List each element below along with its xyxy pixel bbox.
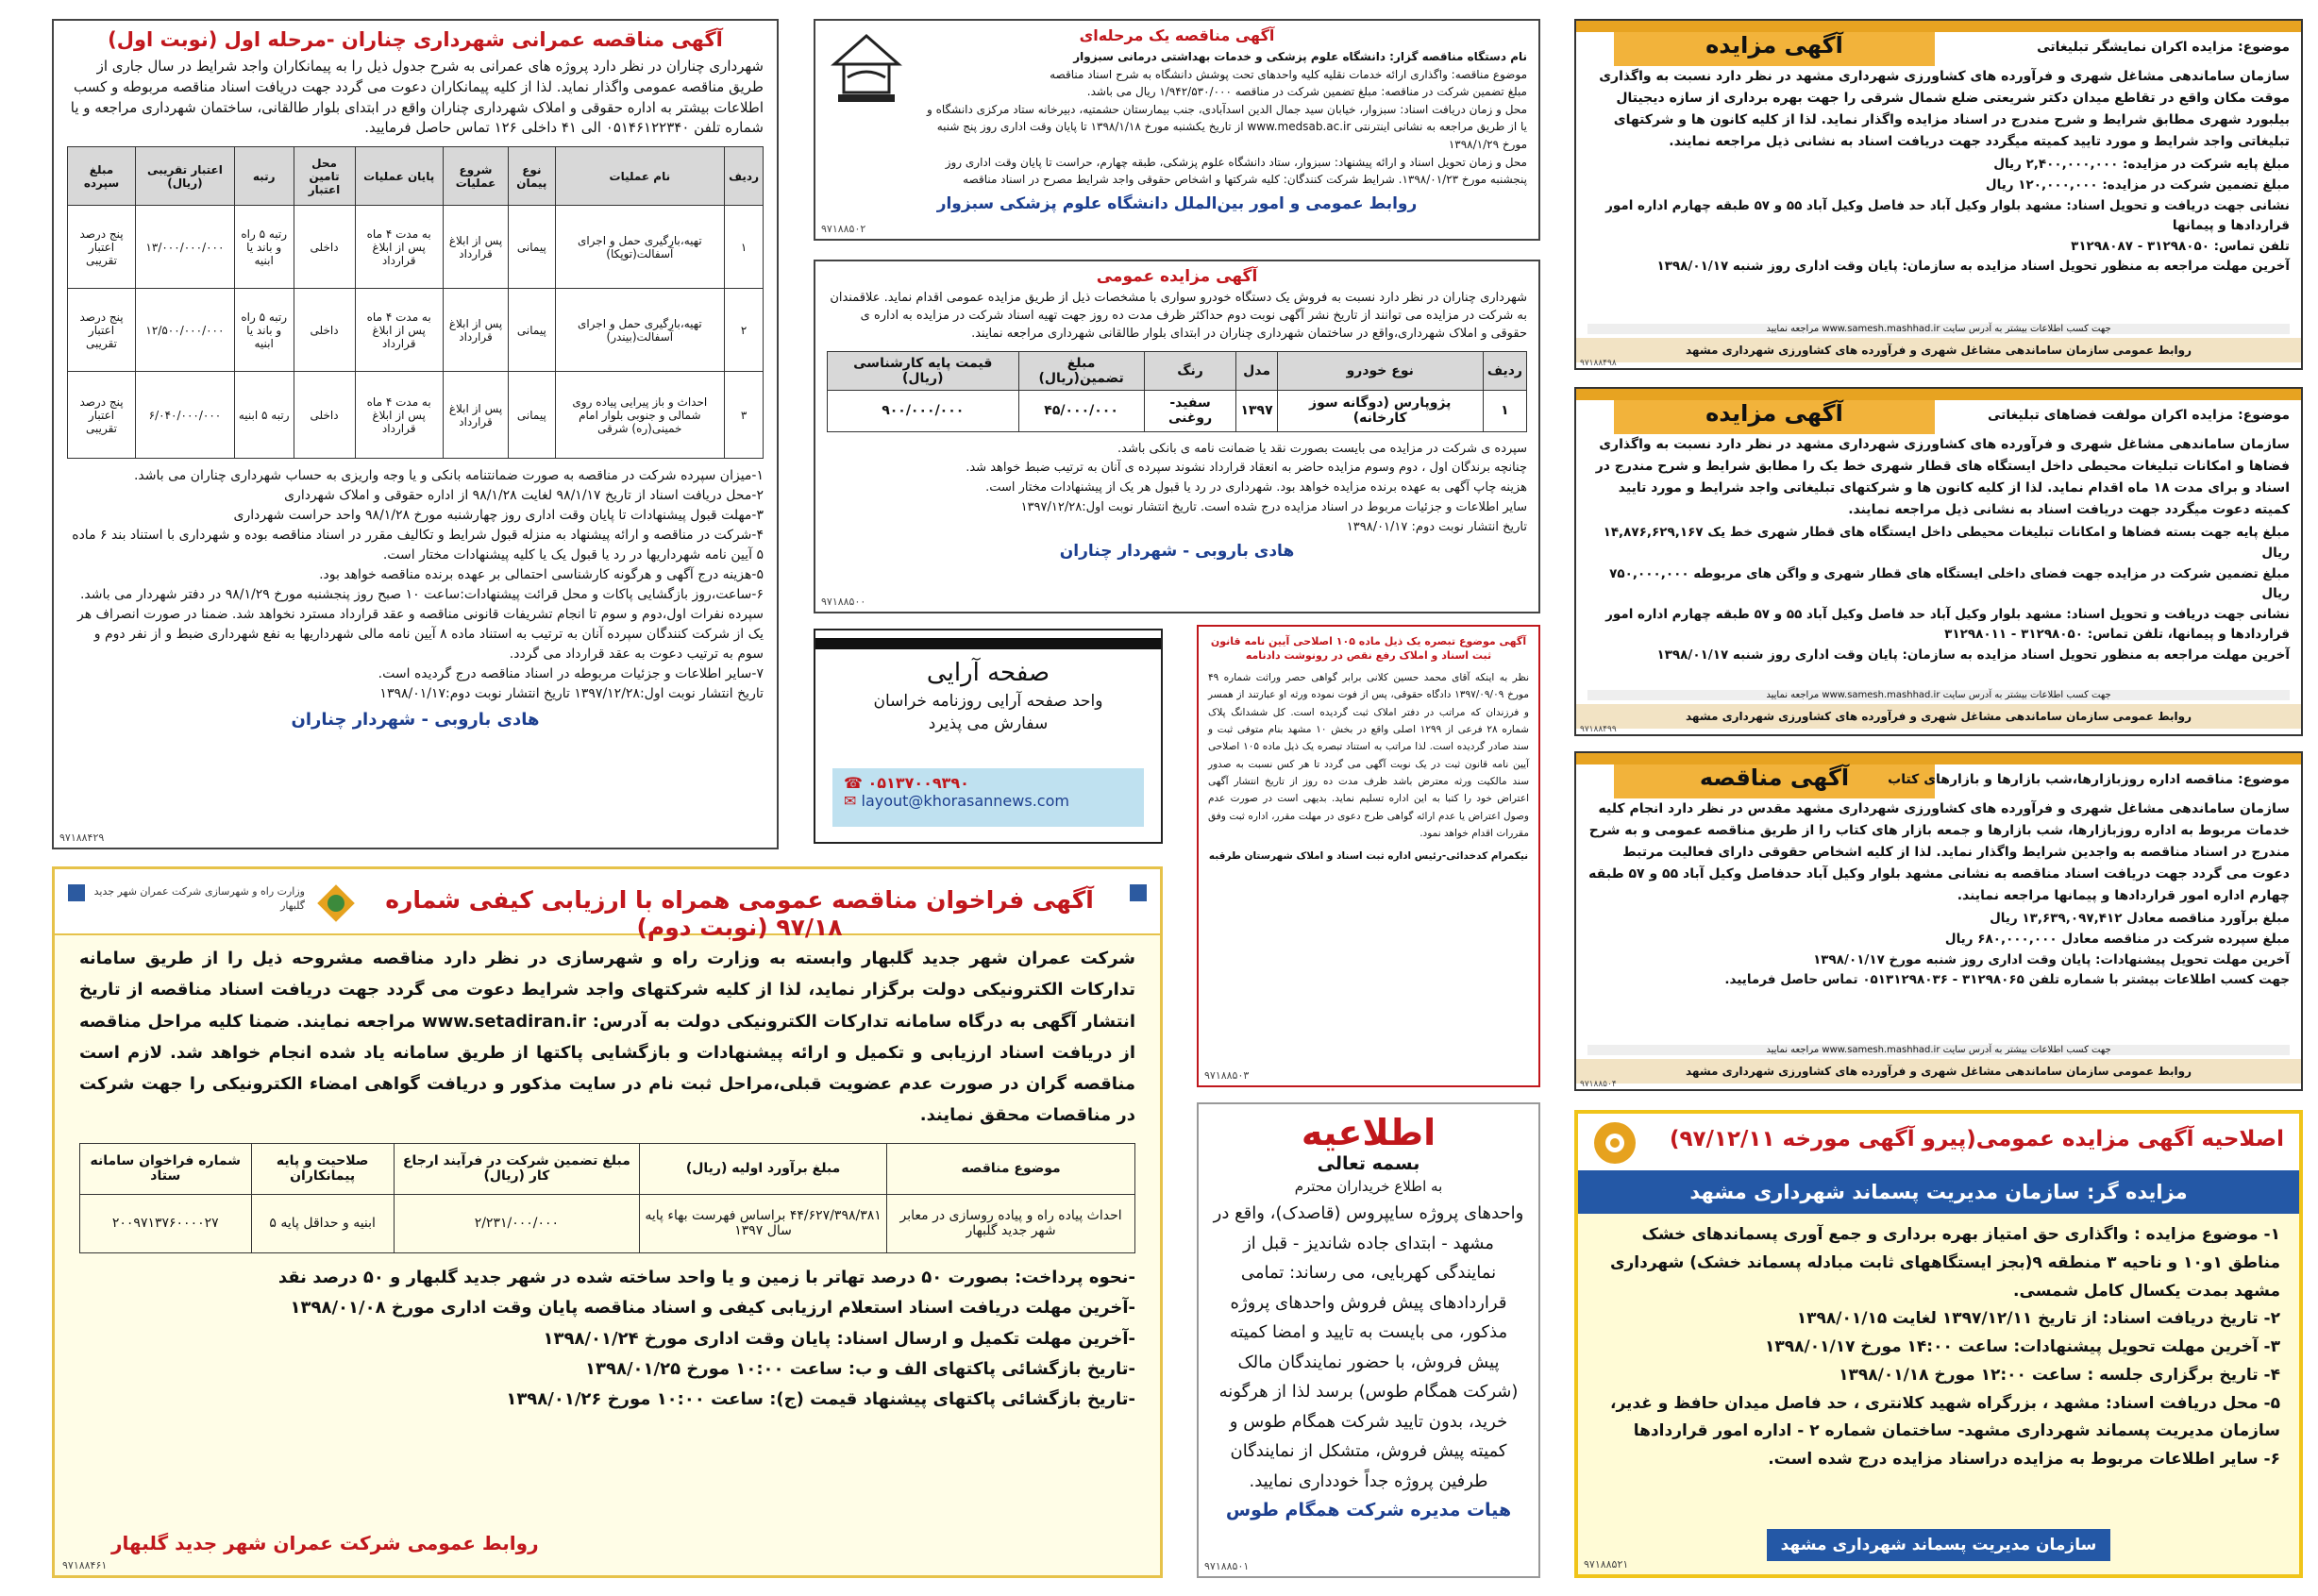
table-cell: به مدت ۴ ماه پس از ابلاغ قرارداد xyxy=(355,289,443,372)
list-item: مبلغ سپرده شرکت در مناقصه معادل ۶۸۰,۰۰۰,۰۰۰ ریال xyxy=(1944,932,2290,948)
list-item: ۶- سایر اطلاعات مربوط به مزایده دراسناد مزایده درج شده است. xyxy=(1768,1450,2280,1469)
table-cell: پیمانی xyxy=(509,289,555,372)
list-item: ۲- تاریخ دریافت اسناد: از تاریخ ۱۳۹۷/۱۲/۱۱ لغایت ۱۳۹۸/۰۱/۱۵ xyxy=(1796,1309,2280,1329)
car-table xyxy=(827,351,1527,432)
notice-salutation: به اطلاع خریداران محترم xyxy=(1294,1178,1443,1195)
table-header: موضوع مناقصه xyxy=(887,1143,1135,1194)
ad-footer: روابط عمومی سازمان ساماندهی مشاغل شهری و فرآورده های کشاورزی شهرداری مشهد xyxy=(1576,338,2301,362)
chenaran-tender-ad xyxy=(52,19,779,849)
list-item: نشانی جهت دریافت و تحویل اسناد: مشهد بلوار وکیل آباد حد فاصل وکیل آباد ۵۵ و ۵۷ طبقه چهارم اداره امور قراردادها و پیمانها xyxy=(1605,197,2290,234)
golbahar-header xyxy=(55,869,1160,941)
signature: هادی باروبی - شهردار چناران xyxy=(291,710,540,730)
ad-code: ۹۷۱۸۸۵۰۳ xyxy=(1204,1069,1250,1082)
signature: نیکمرام کدخدائی-رئیس اداره ثبت اسناد و املاک شهرستان طرقبه xyxy=(1208,849,1529,862)
table-cell: رتبه ۵ راه و باند یا ابنیه xyxy=(234,289,294,372)
ad-badge: آگهی مزایده xyxy=(1614,400,1935,434)
notice-body: واحدهای پروژه سایپروس (قاصدک)، واقع در مشهد - ابتدای جاده شاندیز - قبل از نمایندگی کهربایی، می رساند: تمامی قراردادهای پیش فروش واحدهای پروژه مذکور، می بایست به تایید و امضا کمیته پیش فروش، با حضور نمایندگان مالک (شرکت همگام طوس) برسد لذا از هرگونه خرید، بدون تایید شرکت همگام طوس و کمیته پیش فروش، متشکل از نمایندگان طرفین پروژه جداً خودداری نمایید. xyxy=(1213,1203,1524,1491)
phone-number: ۰۵۱۳۷۰۰۹۳۹۰ xyxy=(867,774,969,792)
list-item: نام دستگاه مناقصه گزار: دانشگاه علوم پزشکی و خدمات بهداشتی درمانی سبزوار xyxy=(1073,50,1527,63)
list-item: ۵-هزینه درج آگهی و هرگونه کارشناسی احتمالی بر عهده برنده مناقصه خواهد بود. xyxy=(319,567,764,582)
ad-code: ۹۷۱۸۸۵۰۴ xyxy=(1580,1080,1617,1089)
table-row xyxy=(80,1194,1135,1252)
table-header: ردیف xyxy=(1483,351,1526,390)
table-row xyxy=(828,390,1527,431)
table-cell: پنج درصد اعتبار تقریبی xyxy=(68,289,136,372)
list-item: ۲-محل دریافت اسناد از تاریخ ۹۸/۱/۱۷ لغایت ۹۸/۱/۲۸ از اداره حقوقی و املاک شهرداری xyxy=(284,488,764,503)
table-cell: ۱ xyxy=(725,206,764,289)
table-header: رنگ xyxy=(1144,351,1236,390)
table-row xyxy=(68,372,764,459)
list-item: تاریخ انتشار نوبت دوم: ۱۳۹۸/۰۱/۱۷ xyxy=(1346,519,1527,534)
list-item: مبلغ پایه جهت بسته فضاها و امکانات تبلیغات محیطی داخل ایستگاه های قطار شهری خط یک ۱۴,۸۷۶,۶۲۹,۱۶۷ ریال xyxy=(1603,525,2290,561)
list-item: هزینه چاپ آگهی به عهده برنده مزایده خواهد بود. شهرداری در رد یا قبول هر یک از پیشنهادات مختار است. xyxy=(985,480,1527,496)
table-header: پایان عملیات xyxy=(355,147,443,206)
table-cell: به مدت ۴ ماه پس از ابلاغ قرارداد xyxy=(355,372,443,459)
golbahar-tender-ad xyxy=(52,866,1163,1578)
sabzevar-footer: روابط عمومی و امور بین‌الملل دانشگاه علوم پزشکی سبزوار xyxy=(936,193,1418,213)
corner-ornament xyxy=(1130,884,1147,901)
chenaran-tender-intro: شهرداری چناران در نظر دارد پروژه های عمرانی به شرح جدول ذیل را به پیمانکاران واجد شرایط در سال جاری از طریق مناقصه عمومی واگذار نماید. لذا از کلیه پیمانکاران دعوت می گردد جهت دریافت اسناد مناقصه مربوطه و کسب اطلاعات بیشتر به اداره حقوقی و املاک شهرداری چناران واقع در ابتدای بلوار طالقانی، ساختمان شهرداری مراجعه و یا شماره تلفن ۰۵۱۴۶۱۲۲۳۴۰ الی ۴۱ داخلی ۱۲۶ تماس حاصل فرمایید. xyxy=(70,58,764,137)
ad-subject: موضوع: مزایده اکران نمایشگر تبلیغاتی xyxy=(2037,40,2290,55)
table-header: نوع خودرو xyxy=(1277,351,1483,390)
table-cell: ۶/۰۴۰/۰۰۰/۰۰۰ xyxy=(136,372,235,459)
table-header: قیمت پایه کارشناسی (ریال) xyxy=(828,351,1019,390)
list-item: ۷-سایر اطلاعات و جزئیات مربوطه در اسناد مناقصه درج گردیده است. xyxy=(378,666,764,681)
table-cell: ۱ xyxy=(1483,390,1526,431)
golbahar-org-label: وزارت راه و شهرسازی شرکت عمران شهر جدید گلبهار xyxy=(93,885,305,913)
list-item: آخرین مهلت تحویل پیشنهادات: پایان وقت اداری روز شنبه مورخ ۱۳۹۸/۰۱/۱۷ xyxy=(1813,951,2290,967)
notice-title: اطلاعیه xyxy=(1301,1112,1436,1153)
golbahar-title: آگهی فراخوان مناقصه عمومی همراه با ارزیابی کیفی شماره ۹۷/۱۸ (نوبت دوم) xyxy=(385,886,1094,941)
table-cell: احداث و باز پیرایی پیاده روی شمالی و جنوبی بلوار امام خمینی(ره) شرقی xyxy=(555,372,725,459)
notice-subtitle: بسمه تعالی xyxy=(1317,1153,1420,1174)
list-item: مبلغ تضمین شرکت در مزایده: ۱۲۰,۰۰۰,۰۰۰ ریال xyxy=(1985,176,2290,193)
list-item: -نحوه پرداخت: بصورت ۵۰ درصد تهاتر با زمین و یا واحد ساخته شده در شهر جدید گلبهار و ۵۰ درصد نقد xyxy=(277,1267,1135,1287)
table-header: مبلغ سپرده xyxy=(68,147,136,206)
ad-code: ۹۷۱۸۸۴۹۸ xyxy=(1580,359,1617,368)
ad-web-note: جهت کسب اطلاعات بیشتر به آدرس سایت www.samesh.mashhad.ir مراجعه نمایید xyxy=(1587,690,2290,700)
list-item: آخرین مهلت مراجعه به منظور تحویل اسناد مزایده به سازمان: پایان وقت اداری روز شنبه ۱۳۹۸/۰۱/۱۷ xyxy=(1656,647,2290,663)
table-cell: داخلی xyxy=(294,206,355,289)
inheritance-notice-title: آگهی موضوع تبصره یک ذیل ماده ۱۰۵ اصلاحی آیین نامه قانون ثبت اسناد و املاک رفع نقص در رونوشت دادنامه xyxy=(1210,635,1527,663)
ad-top-bar xyxy=(1576,753,2301,764)
hamgam-notice-ad xyxy=(1197,1102,1540,1578)
layout-ad-text: واحد صفحه آرایی روزنامه خراسان سفارش می پذیرد xyxy=(873,692,1103,733)
ad-web-note: جهت کسب اطلاعات بیشتر به آدرس سایت www.samesh.mashhad.ir مراجعه نمایید xyxy=(1587,1045,2290,1055)
table-cell: پس از ابلاغ قرارداد xyxy=(443,289,508,372)
list-item: -آخرین مهلت تکمیل و ارسال اسناد: پایان وقت اداری مورخ ۱۳۹۸/۰۱/۲۴ xyxy=(543,1328,1135,1349)
table-cell: ۲ xyxy=(725,289,764,372)
table-header: مبلغ برآورد اولیه (ریال) xyxy=(639,1143,886,1194)
ad-badge: آگهی مزایده xyxy=(1614,32,1935,66)
list-item: ۴- تاریخ برگزاری جلسه : ساعت ۱۲:۰۰ مورخ ۱۳۹۸/۰۱/۱۸ xyxy=(1839,1365,2280,1385)
table-cell: ۴۵/۰۰۰/۰۰۰ xyxy=(1018,390,1144,431)
ad-code: ۹۷۱۸۸۴۹۹ xyxy=(1580,725,1617,734)
table-cell: ۱۳/۰۰۰/۰۰۰/۰۰۰ xyxy=(136,206,235,289)
inheritance-notice-ad xyxy=(1197,625,1540,1087)
ad-body: سازمان ساماندهی مشاغل شهری و فرآورده های کشاورزی شهرداری مشهد در نظر دارد نسبت به واگذاری موقت مکان واقع در تقاطع میدان دکتر شریعتی ضلع شمال شرقی را جهت بهره برداری از سازه دیجیتال بیلبورد شهری مطابق شرایط و شرح مندرج در اسناد مزایده واگذار نماید. لذا از کلیه کانون ها و شرکتهای تبلیغاتی واجد شرایط و مورد تایید کمیته میگردد جهت دریافت اسناد به نشانی ذیل مراجعه نمایند. xyxy=(1599,69,2290,150)
ad-code: ۹۷۱۸۸۵۲۱ xyxy=(1584,1558,1629,1571)
mashhad-ad-3 xyxy=(1574,751,2303,1091)
list-item: -تاریخ بازگشائی پاکتهای پیشنهاد قیمت (ج): ساعت ۱۰:۰۰ مورخ ۱۳۹۸/۰۱/۲۶ xyxy=(506,1389,1135,1410)
list-item: ۴-شرکت در مناقصه و ارائه پیشنهاد به منزله قبول شرایط و تکالیف مقرر در اسناد مناقصه بوده و شهرداری با استناد بند ۶ ماده ۵ آیین نامه شهرداریها در رد یا قبول یک یا کلیه پیشنهادات مختار است. xyxy=(72,528,764,563)
ad-web-note: جهت کسب اطلاعات بیشتر به آدرس سایت www.samesh.mashhad.ir مراجعه نمایید xyxy=(1587,324,2290,334)
list-item: محل و زمان تحویل اسناد و ارائه پیشنهاد: سبزوار، ستاد دانشگاه علوم پزشکی، طبقه چهارم، حراست تا پایان وقت اداری روز پنجشنبه مورخ ۱۳۹۸/۰۱/۲۳. شرایط شرکت کنندگان: کلیه شرکتها و اشخاص حقوقی واجد شرایط مصرح در اسناد مناقصه xyxy=(945,155,1527,187)
contact-strip xyxy=(832,768,1144,827)
mashhad-ad-1 xyxy=(1574,19,2303,370)
ad-footer: روابط عمومی سازمان ساماندهی مشاغل شهری و فرآورده های کشاورزی شهرداری مشهد xyxy=(1576,1059,2301,1084)
table-header: ردیف xyxy=(725,147,764,206)
table-cell: احداث پیاده راه و پیاده روسازی در معابر شهر جدید گلبهار xyxy=(887,1194,1135,1252)
list-item: مبلغ تضمین شرکت در مزایده جهت فضای داخلی ایستگاه های قطار شهری و واگن های مربوطه ۷۵۰,۰۰۰,۰۰۰ ریال xyxy=(1609,565,2290,602)
table-header: شروع عملیات xyxy=(443,147,508,206)
table-cell: رتبه ۵ راه و باند یا ابنیه xyxy=(234,206,294,289)
table-cell: داخلی xyxy=(294,372,355,459)
table-cell: پیمانی xyxy=(509,372,555,459)
list-item: سایر اطلاعات و جزئیات مربوط در اسناد مزایده درج شده است. تاریخ انتشار نوبت اول:۱۳۹۷/۱۲/۲۸ xyxy=(1020,499,1527,514)
layout-ad-header xyxy=(815,630,1161,649)
chenaran-auction-intro: شهرداری چناران در نظر دارد نسبت به فروش یک دستگاه خودرو سواری با مشخصات ذیل از طریق مزایده عمومی اقدام نماید. علاقمندان به شرکت در مزایده می توانند از تاریخ نشر آگهی نوبت دوم حداکثر ظرف مدت ده روز جهت تهیه اسناد شرکت در مزایده به اداره ی حقوقی و املاک شهرداری،واقع در ساختمان شهرداری چناران در ابتدای بلوار طالقانی شهرداری مراجعه نمایند. xyxy=(830,291,1527,341)
phone-icon: ☎ xyxy=(844,774,863,792)
table-cell: پژوپارس (دوگانه سوز کارخانه) xyxy=(1277,390,1483,431)
list-item: چنانچه برندگان اول ، دوم وسوم مزایده حاضر به انعقاد قرارداد نشوند سپرده ی آنان به ترتیب ضبط خواهد شد. xyxy=(966,461,1527,476)
table-header: اعتبار تقریبی (ریال) xyxy=(136,147,235,206)
table-header: شماره فراخوان سامانه ستاد xyxy=(80,1143,252,1194)
mashhad-ad-2 xyxy=(1574,387,2303,736)
golbahar-footer: روابط عمومی شرکت عمران شهر جدید گلبهار xyxy=(111,1532,539,1554)
table-cell: ۱۲/۵۰۰/۰۰۰/۰۰۰ xyxy=(136,289,235,372)
university-logo xyxy=(825,30,908,109)
ad-top-bar xyxy=(1576,21,2301,32)
publish-dates: تاریخ انتشار نوبت اول:۱۳۹۷/۱۲/۲۸ تاریخ انتشار نوبت دوم:۱۳۹۸/۰۱/۱۷ xyxy=(379,686,764,701)
corner-ornament xyxy=(68,884,85,901)
list-item: -تاریخ بازگشائی پاکتهای الف و ب: ساعت ۱۰:۰۰ مورخ ۱۳۹۸/۰۱/۲۵ xyxy=(585,1358,1135,1379)
chenaran-auction-ad xyxy=(814,260,1540,613)
ministry-logo xyxy=(310,877,362,930)
table-cell: ۹۰۰/۰۰۰/۰۰۰ xyxy=(828,390,1019,431)
ad-subject: موضوع: مزایده اکران مولفت فضاهای تبلیغاتی xyxy=(1987,408,2290,423)
list-item: مبلغ پایه شرکت در مزایده: ۲,۴۰۰,۰۰۰,۰۰۰ ریال xyxy=(1993,157,2290,173)
list-item: ۳-مهلت قبول پیشنهادات تا پایان وقت اداری روز چهارشنبه مورخ ۹۸/۱/۲۸ واحد حراست شهرداری xyxy=(233,508,764,523)
ad-code: ۹۷۱۸۸۵۰۰ xyxy=(821,596,866,608)
list-item: ۵- محل دریافت اسناد: مشهد ، بزرگراه شهید کلانتری ، حد فاصل میدان حافظ و غدیر، سازمان مدیریت پسماند شهرداری مشهد- ساختمان شماره ۲ - اداره امور قراردادها xyxy=(1610,1393,2280,1441)
list-item: سپرده ی شرکت در مزایده می بایست بصورت نقد یا ضمانت نامه ی بانکی باشد. xyxy=(1117,441,1527,456)
waste-auction-title: اصلاحیه آگهی مزایده عمومی(پیرو آگهی مورخه ۹۷/۱۲/۱۱) xyxy=(1669,1127,2284,1151)
layout-ad-title: صفحه آرایی xyxy=(926,659,1050,687)
waste-organizer: مزایده گر: سازمان مدیریت پسماند شهرداری مشهد xyxy=(1578,1170,2299,1214)
table-cell: ۲۰۰۹۷۱۳۷۶۰۰۰۰۲۷ xyxy=(80,1194,252,1252)
list-item: مبلغ تضمین شرکت در مناقصه: مبلغ تضمین شرکت در مناقصه ۱/۹۴۲/۵۳۰/۰۰۰ ریال می باشد. xyxy=(1086,85,1527,99)
mail-icon: ✉ xyxy=(844,792,857,810)
inheritance-notice-body: نظر به اینکه آقای محمد حسین کلانی برابر گواهی حصر وراثت شماره ۴۹ مورخ ۱۳۹۷/۰۹/۰۹ دادگاه حقوقی، پس از فوت نموده ورثه او عبارتند از همسر و فرزندان که مراتب در دفتر املاک ثبت گردیده است. کل ششدانگ پلاک شماره ۲۸ فرعی از ۱۲۹۹ اصلی واقع در بخش ۱۰ مشهد بنام متوفی ثبت و سند صادر گردیده است. لذا مراتب به استناد تبصره یک ذیل ماده ۱۰۵ اصلاحی آیین نامه قانون ثبت در یک نوبت آگهی می گردد تا هر کس نسبت به صدور سند مالکیت ورثه معترض باشد ظرف مدت ده روز از تاریخ انتشار آگهی اعتراض خود را کتبا به این اداره تسلیم نماید. بدیهی است در صورت عدم وصول اعتراض یا عدم ارائه گواهی طرح دعوی در مهلت مقرر، اداره ثبت وفق مقررات اقدام خواهد نمود. xyxy=(1208,671,1529,840)
golbahar-table xyxy=(79,1143,1135,1253)
table-cell: پنج درصد اعتبار تقریبی xyxy=(68,372,136,459)
table-header: مبلغ تضمین شرکت در فرآیند ارجاع کار (ریال) xyxy=(394,1143,639,1194)
list-item: ۶-ساعت،روز بازگشایی پاکات و محل قرائت پیشنهادات:ساعت ۱۰ صبح روز پنجشنبه مورخ ۹۸/۱/۲۹ در دفتر شهردار می باشد. سپرده نفرات اول،دوم و سوم تا انجام تشریفات قانونی مناقصه و عقد قرارداد مسترد نخواهد شد. ضمنا در صورت انصراف هر یک از شرکت کنندگان سپرده آنان به ترتیب به استناد ماده ۸ آیین نامه مالی شهرداریها به نفع شهرداری ضبط و از نفر دوم و سوم به ترتیب دعوت به عقد قرارداد می گردد. xyxy=(76,587,764,662)
list-item: محل و زمان دریافت اسناد: سبزوار، خیابان سید جمال الدین اسدآبادی، جنب بیمارستان حشمتیه، دبیرخانه ستاد مرکزی دانشگاه و یا از طریق مراجعه به نشانی اینترنتی www.medsab.ac.ir از تاریخ یکشنبه مورخ ۱۳۹۸/۱/۱۸ تا پایان وقت اداری روز پنج شنبه مورخ ۱۳۹۸/۱/۲۹ xyxy=(926,102,1527,151)
list-item: -آخرین مهلت دریافت اسناد استعلام ارزیابی کیفی و اسناد مناقصه پایان وقت اداری مورخ ۱۳۹۸/۰۱/۰۸ xyxy=(290,1298,1135,1319)
table-row xyxy=(68,206,764,289)
table-cell: ۱۳۹۷ xyxy=(1236,390,1277,431)
chenaran-tender-table xyxy=(67,146,764,459)
ad-footer: روابط عمومی سازمان ساماندهی مشاغل شهری و فرآورده های کشاورزی شهرداری مشهد xyxy=(1576,704,2301,729)
table-header: نوع پیمان xyxy=(509,147,555,206)
table-header: رتبه xyxy=(234,147,294,206)
sabzevar-tender-ad xyxy=(814,19,1540,241)
chenaran-auction-title: آگهی مزایده عمومی xyxy=(1096,267,1258,286)
golbahar-intro: شرکت عمران شهر جدید گلبهار وابسته به وزارت راه و شهرسازی در نظر دارد مناقصه مشروحه ذیل را از طریق سامانه تدارکات الکترونیکی دولت برگزار نماید، لذا از کلیه شرکتهای واجد شرایط دعوت می گردد جهت دریافت اسناد مناقصه از تاریخ انتشار آگهی به درگاه سامانه تدارکات الکترونیکی دولت به آدرس: www.setadiran.ir مراجعه نمایند. ضمنا کلیه مراحل مناقصه از دریافت اسناد ارزیابی و تکمیل و ارائه پیشنهادات و بازگشایی پاکتها از طریق سامانه یاد شده انجام خواهد شد. لازم است مناقصه گران در صورت عدم عضویت قبلی،مراحل ثبت نام در سایت مذکور و دریافت گواهی امضاء الکترونیکی را جهت شرکت در مناقصات محقق نمایند. xyxy=(79,949,1135,1126)
ad-code: ۹۷۱۸۸۵۰۱ xyxy=(1204,1560,1250,1572)
list-item: ۳- آخرین مهلت تحویل پیشنهادات: ساعت ۱۴:۰۰ مورخ ۱۳۹۸/۰۱/۱۷ xyxy=(1765,1337,2280,1356)
table-header: مبلغ تضمین(ریال) xyxy=(1018,351,1144,390)
table-cell: ۲/۲۳۱/۰۰۰/۰۰۰ xyxy=(394,1194,639,1252)
ad-top-bar xyxy=(1576,389,2301,400)
table-header: نام عملیات xyxy=(555,147,725,206)
layout-service-ad xyxy=(814,629,1163,844)
notice-footer: هیات مدیره شرکت همگام طوس xyxy=(1225,1500,1512,1520)
table-header: محل تامین اعتبار xyxy=(294,147,355,206)
table-cell: به مدت ۴ ماه پس از ابلاغ قرارداد xyxy=(355,206,443,289)
ad-body: سازمان ساماندهی مشاغل شهری و فرآورده های کشاورزی شهرداری مشهد در نظر دارد نسبت به واگذاری فضاها و امکانات تبلیغات محیطی داخل ایستگاه های قطار شهری خط یک را مطابق شرایط و شرح مندرج در اسناد و برای مدت ۱۸ ماه اقدام نماید. لذا از کلیه کانون ها و شرکتهای تبلیغاتی واجد شرایط و مورد تایید کمیته دعوت میگردد جهت دریافت اسناد به نشانی ذیل مراجعه نمایند. xyxy=(1595,437,2290,518)
list-item: نشانی جهت دریافت و تحویل اسناد: مشهد بلوار وکیل آباد حد فاصل وکیل آباد ۵۵ و ۵۷ طبقه چهارم اداره امور قراردادها و پیمانها، تلفن تماس: ۳۱۲۹۸۰۵۰ - ۳۱۲۹۸۰۱۱ xyxy=(1605,606,2290,643)
list-item: مبلغ برآورد مناقصه معادل ۱۳,۶۳۹,۰۹۷,۴۱۲ ریال xyxy=(1990,911,2290,927)
table-cell: تهیه،بارگیری حمل و اجرای آسفالت(بیندر) xyxy=(555,289,725,372)
table-cell: پیمانی xyxy=(509,206,555,289)
list-item: ۱-میزان سپرده شرکت در مناقصه به صورت ضمانتنامه بانکی و یا وجه واریزی به حساب شهرداری چناران می باشد. xyxy=(133,468,764,483)
table-row xyxy=(68,289,764,372)
table-cell: ابنیه و حداقل پایه ۵ xyxy=(251,1194,394,1252)
ad-subject: موضوع: مناقصه اداره روزبازارها،شب بازارها و بازارهای کتاب xyxy=(1888,772,2290,787)
table-header: صلاحیت و پایه پیمانکاران xyxy=(251,1143,394,1194)
table-cell: سفید-روغنی xyxy=(1144,390,1236,431)
waste-org-logo xyxy=(1591,1119,1638,1167)
ad-badge: آگهی مناقصه xyxy=(1614,764,1935,798)
waste-footer: سازمان مدیریت پسماند شهرداری مشهد xyxy=(1767,1529,2110,1561)
table-header: مدل xyxy=(1236,351,1277,390)
table-cell: ۳ xyxy=(725,372,764,459)
waste-auction-ad xyxy=(1574,1110,2303,1578)
list-item: تلفن تماس: ۳۱۲۹۸۰۵۰ - ۳۱۲۹۸۰۸۷ xyxy=(2071,238,2290,254)
table-cell: ۴۴/۶۲۷/۳۹۸/۳۸۱ براساس فهرست بهاء پایه سال ۱۳۹۷ xyxy=(639,1194,886,1252)
ad-code: ۹۷۱۸۸۵۰۲ xyxy=(821,223,866,235)
sabzevar-tender-title: آگهی مناقصه یک مرحله‌ای xyxy=(1079,26,1275,44)
table-cell: رتبه ۵ ابنیه xyxy=(234,372,294,459)
email-address: layout@khorasannews.com xyxy=(861,792,1069,810)
ad-code: ۹۷۱۸۸۴۲۹ xyxy=(59,832,105,844)
table-cell: پس از ابلاغ قرارداد xyxy=(443,206,508,289)
ad-body: سازمان ساماندهی مشاغل شهری و فرآورده های کشاورزی شهرداری مشهد مقدس در نظر دارد انجام کلیه خدمات مربوط به اداره روزبازارها، شب بازارها و جمعه بازار های کتاب را از طریق مناقصه عمومی و به شرح مندرج در اسناد مناقصه به واجدین شرایط واگذار نماید. لذا از کلیه اشخاص حقوقی دارای فعالیت مرتبط دعوت می گردد جهت دریافت اسناد مناقصه به نشانی مشهد بلوار وکیل آباد حدفاصل وکیل آباد ۵۵ و ۵۷ طبقه چهارم اداره امور قراردادها و پیمانها مراجعه نمایند. xyxy=(1588,801,2290,904)
list-item: موضوع مناقصه: واگذاری ارائه خدمات نقلیه کلیه واحدهای تحت پوشش دانشگاه به شرح اسناد مناقصه xyxy=(1050,67,1527,81)
chenaran-tender-notes xyxy=(67,466,764,704)
signature: هادی باروبی - شهردار چناران xyxy=(1059,541,1295,561)
list-item: ۱- موضوع مزایده : واگذاری حق امتیاز بهره برداری و جمع آوری پسماندهای خشک مناطق ۱و۱۰ و ناحیه ۳ منطقه ۹(بجز ایستگاههای ثابت مبادله پسماند خشک) شهرداری مشهد بمدت یکسال کامل شمسی. xyxy=(1609,1225,2280,1301)
table-cell: داخلی xyxy=(294,289,355,372)
list-item: آخرین مهلت مراجعه به منظور تحویل اسناد مزایده به سازمان: پایان وقت اداری روز شنبه ۱۳۹۸/۰۱/۱۷ xyxy=(1656,259,2290,275)
table-cell: تهیه،بارگیری حمل و اجرای آسفالت(توپکا) xyxy=(555,206,725,289)
table-cell: پنج درصد اعتبار تقریبی xyxy=(68,206,136,289)
chenaran-tender-title: آگهی مناقصه عمرانی شهرداری چناران -مرحله اول (نوبت اول) xyxy=(108,28,723,51)
list-item: جهت کسب اطلاعات بیشتر با شماره تلفن ۳۱۲۹۸۰۶۵ - ۰۵۱۳۱۲۹۸۰۳۶ تماس حاصل فرمایید. xyxy=(1724,972,2290,988)
table-cell: پس از ابلاغ قرارداد xyxy=(443,372,508,459)
ad-code: ۹۷۱۸۸۴۶۱ xyxy=(62,1559,108,1571)
